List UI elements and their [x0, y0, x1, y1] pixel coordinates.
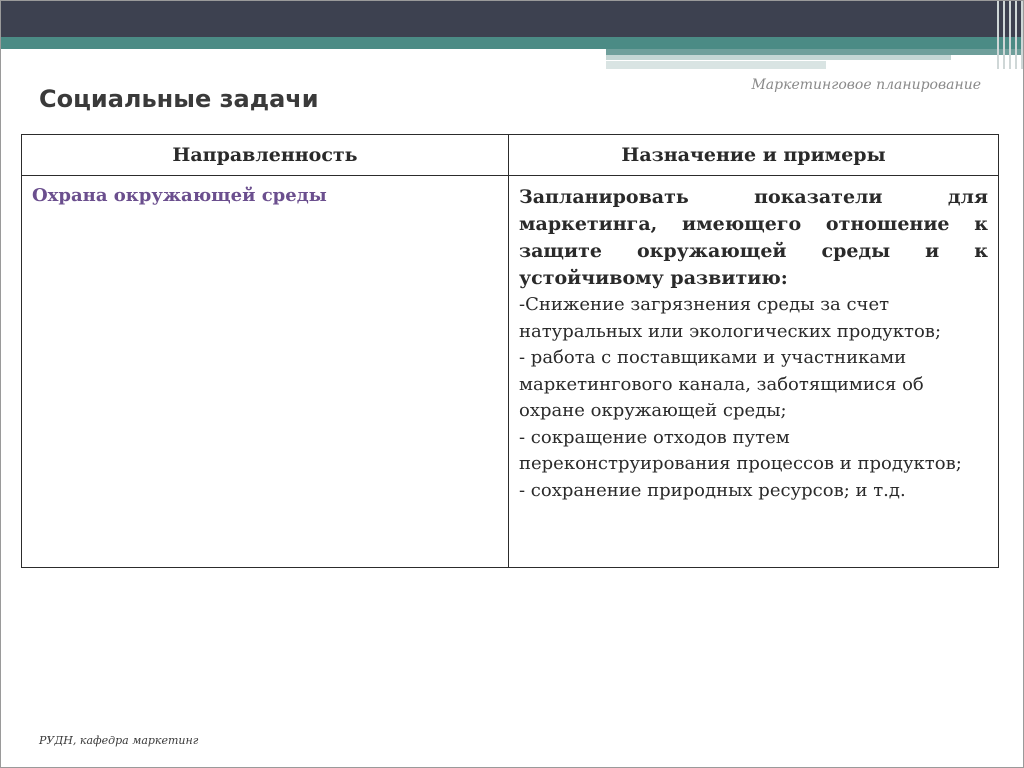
header-dark-band [1, 1, 1024, 37]
table-header-row [22, 135, 999, 176]
purpose-intro: Запланировать показатели для маркетинга, имеющего отношение к защите окружающей среды и к устойчивому развитию: [519, 186, 988, 289]
table-row [22, 176, 999, 568]
footer-text: РУДН, кафедра маркетинг [39, 734, 199, 747]
direction-cell: Охрана окружающей среды [22, 176, 509, 568]
header-stripes [995, 1, 1024, 69]
purpose-item: -Снижение загрязнения среды за счет натуральных или экологических продуктов; [519, 294, 942, 342]
purpose-item: - сокращение отходов путем переконструирования процессов и продуктов; [519, 426, 962, 474]
page-title: Социальные задачи [39, 85, 319, 113]
purpose-cell [509, 176, 999, 568]
header-light-accent-2 [606, 61, 826, 69]
header-subtitle: Маркетинговое планирование [751, 77, 981, 93]
column-header-direction: Направленность [22, 135, 509, 176]
purpose-item: - работа с поставщиками и участниками маркетингового канала, заботящимися об охране окружающей среды; [519, 347, 924, 421]
header-light-accent [606, 55, 951, 60]
header-teal-band [1, 37, 1024, 49]
column-header-purpose: Назначение и примеры [509, 135, 999, 176]
purpose-item: - сохранение природных ресурсов; и т.д. [519, 479, 906, 501]
tasks-table [21, 134, 999, 568]
purpose-list [519, 292, 988, 504]
